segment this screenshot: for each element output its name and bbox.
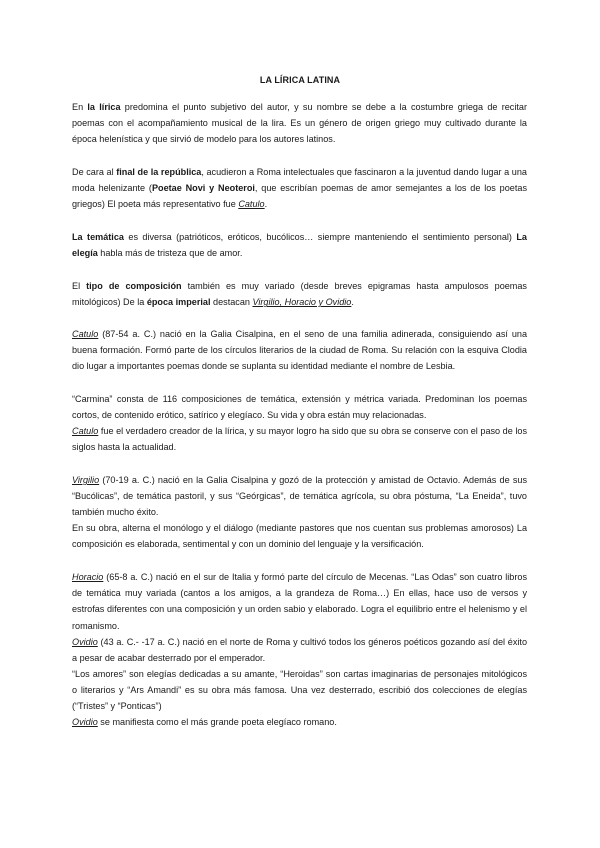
paragraph-catulo-carmina	[72, 391, 527, 423]
author-name: Catulo	[72, 329, 99, 339]
bold-term: Poetae Novi y Neoteroi	[151, 183, 255, 194]
author-name: Catulo	[238, 199, 265, 210]
text-run: En su obra, alterna el monólogo y el diálogo (mediante pastores que nos cuentan sus problemas amorosos) La composición es elaborada, sentimental y con un dominio del lenguaje y la versificación.	[72, 523, 527, 550]
text-run: habla más de tristeza que de amor.	[97, 248, 243, 259]
paragraph-virgilio-obra	[72, 520, 527, 552]
text-run: fue el verdadero creador de la lírica, y su mayor logro ha sido que su obra se conserve con el paso de los siglos hasta la actualidad.	[72, 426, 527, 453]
text-run: (87-54 a. C.) nació en la Galia Cisalpina, en el seno de una familia adinerada, consiguiendo así una buena formación. Formó parte de los círculos literarios de la ciudad de Roma. Su relación con la esquiva Clodia dio lugar a importantes poemas donde se suplanta su identidad mediante el nombre de Lesbia.	[72, 329, 527, 372]
text-run: .	[264, 199, 268, 210]
paragraph-catulo-bio	[72, 326, 527, 375]
bold-term: época imperial	[146, 297, 211, 308]
text-run: (65-8 a. C.) nació en el sur de Italia y formó parte del círculo de Mecenas. “Las Odas” son cuatro libros de temática muy variada (cantos a los amigos, a la grandeza de Roma…) En ellas, hace uso de versos y estrofas diferentes con una composición y un orden sabio y elaborado. Logra el equilibrio entre el helenismo y el romanismo.	[72, 572, 527, 631]
document-title: LA LÍRICA LATINA	[259, 75, 341, 85]
paragraph-ovidio-conclusion	[72, 714, 527, 730]
paragraph-ovidio-bio	[72, 634, 527, 666]
paragraph-ovidio-obras	[72, 666, 527, 715]
bold-term: La temática	[72, 232, 124, 242]
author-name: Horacio	[72, 572, 104, 582]
text-run: también es muy variado (desde breves epigramas hasta ampulosos poemas mitológicos) De la	[72, 281, 527, 308]
text-run: predomina el punto subjetivo del autor, y su nombre se debe a la costumbre griega de recitar poemas con el acompañamiento musical de la lira. Es un género de origen griego muy cultivado durante la época helenística y que sirvió de modelo para los autores latinos.	[72, 102, 527, 145]
text-run: (43 a. C.- -17 a. C.) nació en el norte de Roma y cultivó todos los géneros poéticos gozando así del éxito a pesar de acabar desterrado por el emperador.	[72, 637, 527, 664]
author-name: Virgilio, Horacio y Ovidio	[252, 297, 352, 308]
paragraph-tematica	[72, 229, 527, 261]
paragraph-virgilio-bio	[72, 472, 527, 521]
text-run: destacan	[210, 297, 253, 308]
paragraph-catulo-legado	[72, 423, 527, 455]
text-run: , que escribían poemas de amor semejantes a los de los poetas griegos) El poeta más representativo fue	[72, 183, 527, 210]
text-run: El	[72, 281, 87, 291]
bold-term: la lírica	[87, 102, 121, 112]
text-run: se manifiesta como el más grande poeta elegíaco romano.	[97, 717, 337, 727]
text-run: .	[351, 297, 354, 308]
bold-term: final de la república	[116, 167, 202, 177]
text-run: es diversa (patrióticos, eróticos, bucólicos… siempre manteniendo el sentimiento personal)	[123, 232, 517, 242]
text-run: En	[72, 102, 88, 112]
author-name: Ovidio	[72, 637, 98, 647]
text-run: “Carmina” consta de 116 composiciones de temática, extensión y métrica variada. Predominan los poemas cortos, de contenido erótico, satírico y elegíaco. Su vida y obra están muy relacionadas.	[72, 394, 527, 421]
text-run: (70-19 a. C.) nació en la Galia Cisalpina y gozó de la protección y amistad de Octavio. Además de sus “Bucólicas”, de temática pastoril, y sus “Geórgicas”, de temática agrícola, su obra póstuma, “La Eneida”, tuvo también mucho éxito.	[72, 475, 527, 518]
bold-term: tipo de composición	[86, 281, 182, 291]
paragraph-horacio	[72, 569, 527, 634]
paragraph-final-republica	[72, 164, 527, 213]
text-run: , acudieron a Roma intelectuales que fascinaron a la juventud dando lugar a una moda helenizante (	[72, 167, 527, 194]
paragraph-tipo-composicion	[72, 278, 527, 310]
author-name: Catulo	[72, 426, 99, 436]
bold-term: La elegía	[72, 232, 527, 259]
paragraph-intro-lirica	[72, 99, 527, 148]
text-run: De cara al	[72, 167, 117, 177]
author-name: Virgilio	[72, 475, 100, 485]
author-name: Ovidio	[72, 717, 98, 727]
text-run: “Los amores” son elegías dedicadas a su amante, “Heroidas” son cartas imaginarias de personajes mitológicos o literarios y “Ars Amandi” es su obra más famosa. Una vez desterrado, escribió dos colecciones de elegías (“Tristes” y “Ponticas”)	[72, 669, 527, 712]
